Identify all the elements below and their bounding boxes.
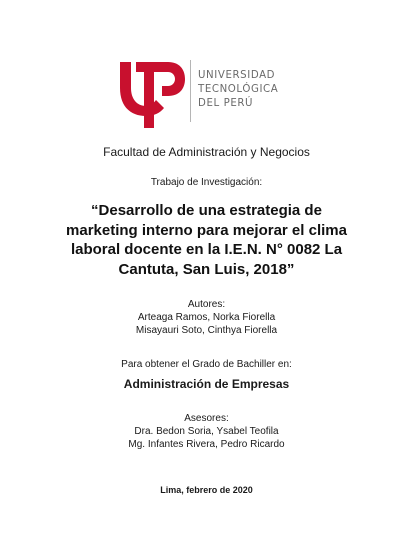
degree-name: Administración de Empresas — [123, 377, 290, 391]
utp-logo-icon — [118, 54, 188, 134]
work-type-label: Trabajo de Investigación: — [150, 177, 263, 188]
document-title — [0, 201, 413, 279]
advisor-1: Dra. Bedon Soria, Ysabel Teofila — [134, 426, 279, 437]
title-line-4: Cantuta, San Luis, 2018” — [118, 260, 295, 278]
title-line-2: marketing interno para mejorar el clima — [66, 221, 347, 239]
place-date: Lima, febrero de 2020 — [160, 485, 253, 495]
faculty-name: Facultad de Administración y Negocios — [103, 145, 310, 159]
logo-line-2: TECNOLÓGICA — [198, 84, 279, 95]
title-line-1: “Desarrollo de una estrategia de — [91, 202, 322, 219]
logo-line-1: UNIVERSIDAD — [198, 70, 276, 81]
logo-divider — [190, 60, 191, 122]
advisors-label: Asesores: — [184, 413, 229, 424]
author-1: Arteaga Ramos, Norka Fiorella — [137, 312, 276, 323]
advisor-2: Mg. Infantes Rivera, Pedro Ricardo — [128, 439, 285, 450]
logo-line-3: DEL PERÚ — [198, 98, 254, 109]
authors-label: Autores: — [187, 299, 226, 310]
title-line-3: laboral docente en la I.E.N. N° 0082 La — [70, 241, 343, 258]
advisors-list — [0, 425, 413, 451]
authors-list — [0, 311, 413, 337]
logo-wordmark — [198, 69, 298, 111]
author-2: Misayauri Soto, Cinthya Fiorella — [135, 325, 278, 336]
university-logo — [118, 54, 298, 134]
degree-label: Para obtener el Grado de Bachiller en: — [121, 359, 292, 370]
